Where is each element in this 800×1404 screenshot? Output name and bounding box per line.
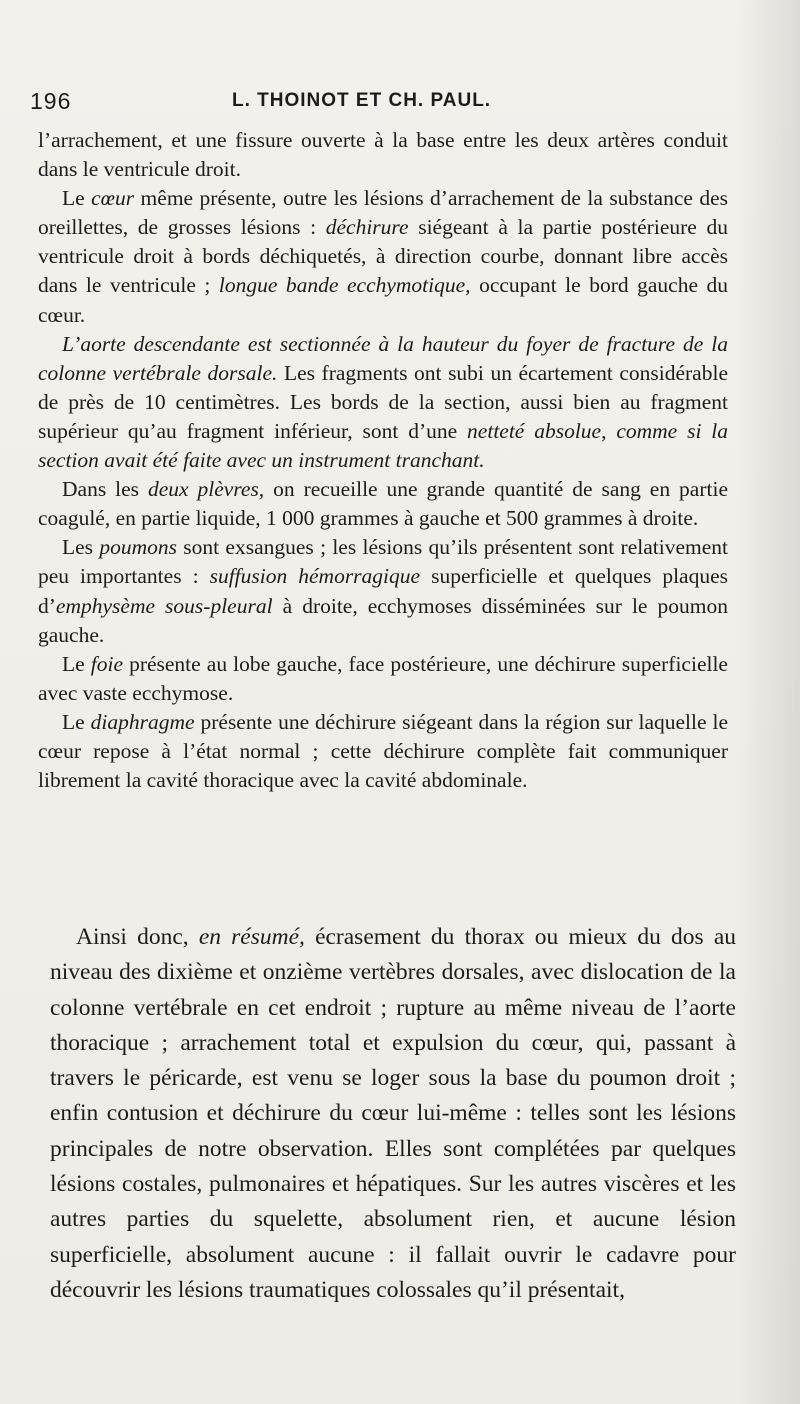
body-text: écrasement du thorax ou mieux du dos au niveau des dixième et onzième vertèbres dorsales, avec dislocation de la colonne vertébrale en cet endroit ; rupture au même niveau de l’aorte thoracique ; arrachement total et expulsion du cœur, qui, passant à travers le péricarde, est venu se loger sous la base du poumon droit ; enfin contusion et déchirure du cœur lui-même : telles sont les lésions principales de notre observation. Elles sont complétées par quelques lésions costales, pulmonaires et hépatiques. Sur les autres viscères et les autres parties du squelette, absolument rien, et aucune lésion superficielle, absolument aucune : il fallait ouvrir le cadavre pour découvrir les lésions traumatiques colossales qu’il présentait,	[50, 924, 736, 1303]
summary-block	[50, 920, 736, 1308]
body-text: présente au lobe gauche, face postérieure, une déchirure superficielle avec vaste ecchymose.	[38, 651, 728, 705]
body-text: Ainsi donc,	[76, 924, 199, 950]
italic-text: netteté absolue, comme si la section avait été faite avec un instrument tranchant.	[38, 418, 728, 473]
body-text: présente une déchirure siégeant dans la région sur laquelle le cœur repose à l’état normal ; cette déchirure complète fait communiquer librement la cavité thoracique avec la cavité abdominale.	[38, 709, 728, 793]
italic-text: deux plèvres,	[147, 477, 265, 502]
body-text: sont exsangues ; les lésions qu’ils présentent sont relativement peu importantes :	[38, 535, 728, 589]
paragraph	[38, 708, 728, 795]
italic-text: suffusion hémorragique	[209, 564, 421, 589]
paragraph	[38, 650, 728, 708]
paragraph	[38, 475, 728, 533]
paragraph	[38, 126, 728, 184]
page-number: 196	[30, 88, 72, 114]
body-text: on recueille une grande quantité de sang en partie coagulé, en partie liquide, 1 000 grammes à gauche et 500 grammes à droite.	[38, 477, 728, 531]
running-head: L. THOINOT ET CH. PAUL.	[232, 90, 492, 111]
italic-text: longue bande ecchymotique,	[218, 273, 471, 298]
body-text: occupant le bord gauche du cœur.	[38, 273, 729, 327]
body-text: superficielle et quelques plaques d’	[38, 564, 729, 618]
page-header	[30, 88, 730, 114]
italic-text: L’aorte descendante est sectionnée à la hauteur du foyer de fracture de la colonne vertébrale dorsale.	[38, 331, 728, 385]
body-text: Dans les	[62, 477, 148, 502]
paragraph	[38, 533, 728, 649]
body-text: Les	[62, 535, 100, 560]
italic-text: foie	[90, 651, 123, 676]
body-text: à droite, ecchymoses disséminées sur le poumon gauche.	[38, 593, 728, 647]
body-text: Les fragments ont subi un écartement considérable de près de 10 centimètres. Les bords de la section, aussi bien au fragment supérieur qu’au fragment inférieur, sont d’une	[38, 360, 728, 443]
paragraph	[50, 920, 736, 1308]
italic-text: poumons	[99, 535, 177, 560]
body-text: même présente, outre les lésions d’arrachement de la substance des oreillettes, de grosses lésions :	[38, 186, 728, 240]
body-text: Le	[62, 186, 92, 211]
paragraph	[38, 330, 728, 475]
italic-text: emphysème sous-pleural	[55, 593, 273, 618]
italic-text: cœur	[91, 186, 135, 211]
paragraph	[38, 184, 728, 329]
body-text: l’arrachement, et une fissure ouverte à la base entre les deux artères conduit dans le ventricule droit.	[38, 128, 728, 182]
body-text: Le	[62, 651, 91, 676]
italic-text: diaphragme	[90, 709, 195, 734]
italic-text: en résumé,	[198, 924, 305, 950]
body-text: Le	[62, 709, 91, 734]
small-print-block	[38, 126, 728, 795]
italic-text: déchirure	[325, 215, 409, 240]
body-text: siégeant à la partie postérieure du ventricule droit à bords déchiquetés, à direction courbe, donnant libre accès dans le ventricule ;	[38, 215, 728, 298]
